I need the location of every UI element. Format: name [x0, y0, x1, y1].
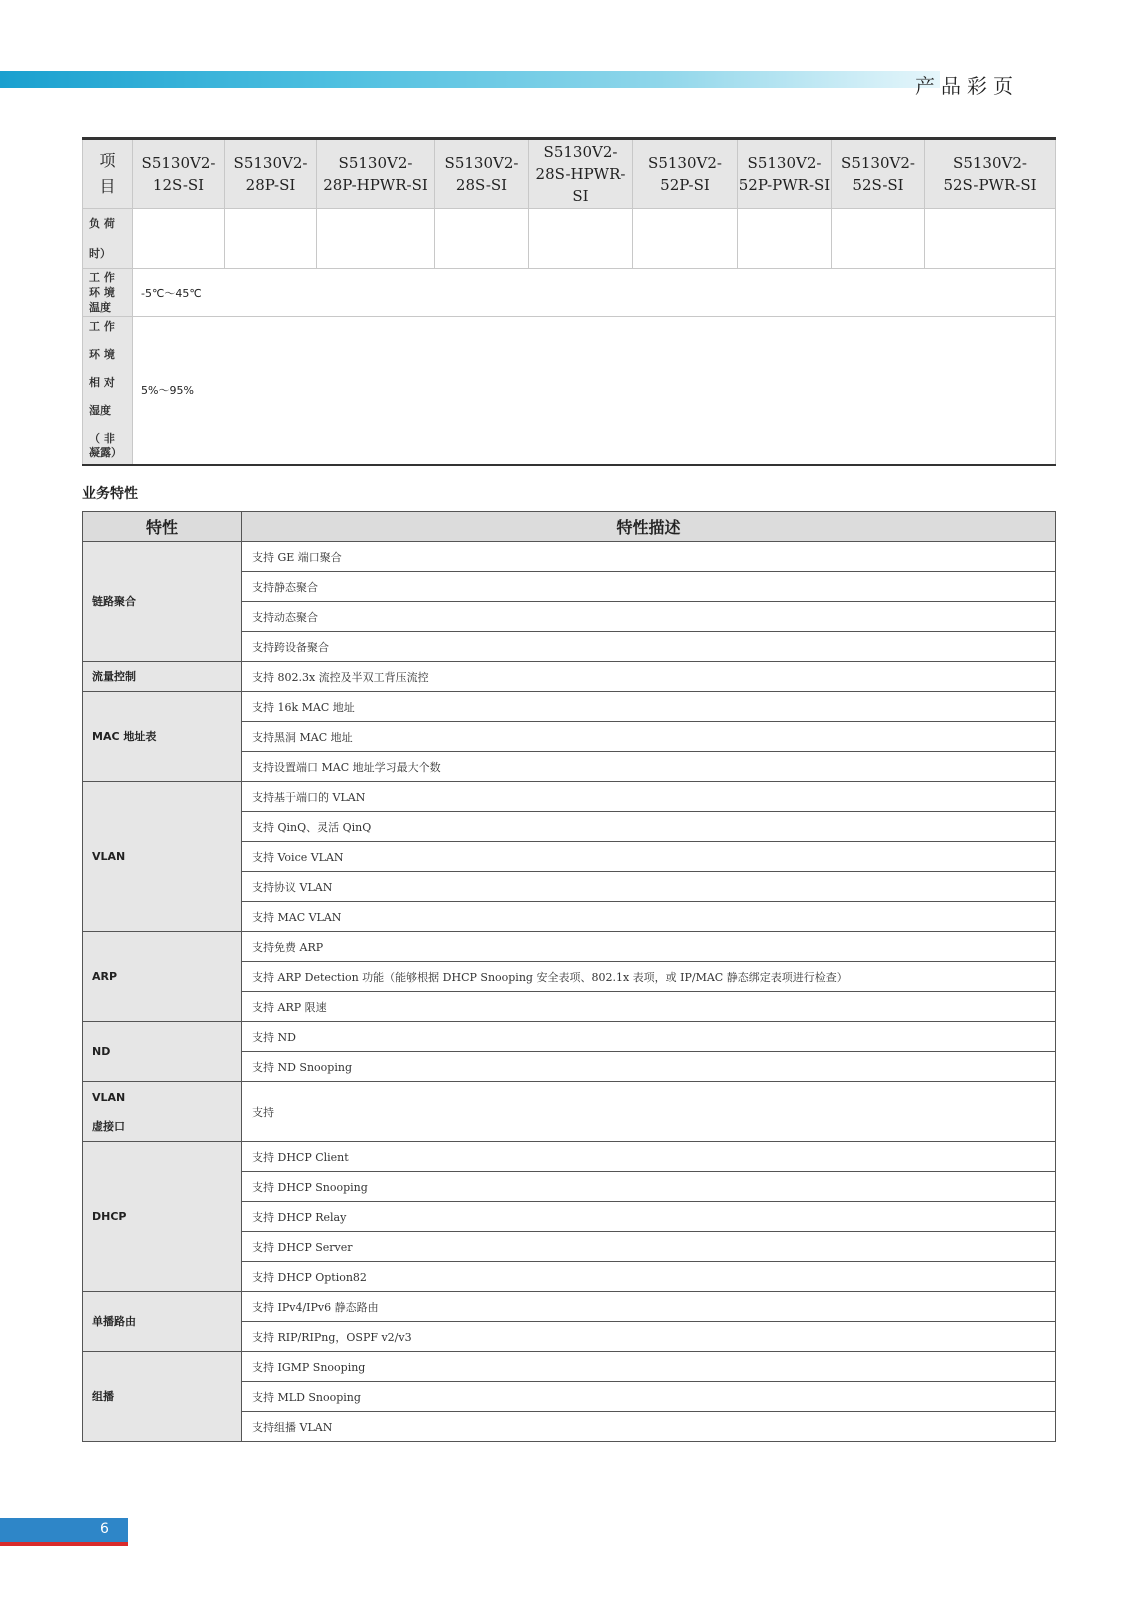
spec-humidity-row	[83, 317, 1056, 465]
feature-description: 支持 ARP Detection 功能（能够根据 DHCP Snooping 安全表项、802.1x 表项，或 IP/MAC 静态绑定表项进行检查）	[242, 962, 1056, 992]
feature-row	[83, 692, 1056, 722]
spec-model-header	[133, 139, 225, 209]
feature-group-name: 组播	[83, 1352, 242, 1442]
spec-model-header	[832, 139, 925, 209]
feature-group-name: ND	[83, 1022, 242, 1082]
feature-group-name: 链路聚合	[83, 542, 242, 662]
spec-model-header	[633, 139, 738, 209]
spec-temp-row	[83, 269, 1056, 317]
feature-description: 支持 MLD Snooping	[242, 1382, 1056, 1412]
feature-row	[83, 662, 1056, 692]
feature-group-name: 流量控制	[83, 662, 242, 692]
section-title: 业务特性	[82, 486, 138, 502]
feature-description: 支持 IGMP Snooping	[242, 1352, 1056, 1382]
spec-table	[82, 137, 1056, 466]
feature-row	[83, 782, 1056, 812]
feature-description: 支持设置端口 MAC 地址学习最大个数	[242, 752, 1056, 782]
spec-header-item	[83, 139, 133, 209]
feature-table-body	[83, 542, 1056, 1442]
feature-row	[83, 1352, 1056, 1382]
spec-load-cell	[633, 209, 738, 269]
feature-group-name: MAC 地址表	[83, 692, 242, 782]
spec-load-cell	[133, 209, 225, 269]
feature-description: 支持 DHCP Option82	[242, 1262, 1056, 1292]
feature-description: 支持黑洞 MAC 地址	[242, 722, 1056, 752]
feature-description: 支持 MAC VLAN	[242, 902, 1056, 932]
feature-description: 支持 QinQ、灵活 QinQ	[242, 812, 1056, 842]
spec-model-header	[317, 139, 435, 209]
feature-table	[82, 511, 1056, 1442]
spec-load-cell	[738, 209, 832, 269]
feature-description: 支持 DHCP Snooping	[242, 1172, 1056, 1202]
feature-description: 支持 ARP 限速	[242, 992, 1056, 1022]
spec-load-cell	[832, 209, 925, 269]
spec-header-item-label: 项 目	[99, 151, 116, 196]
feature-col-header: 特性	[83, 512, 242, 542]
feature-description: 支持 DHCP Relay	[242, 1202, 1056, 1232]
spec-model-label: S5130V2- 12S-SI	[141, 154, 216, 194]
spec-load-row	[83, 209, 1056, 269]
spec-humidity-value: 5%～95%	[133, 317, 1056, 465]
feature-description: 支持跨设备聚合	[242, 632, 1056, 662]
spec-model-label: S5130V2- 28S-SI	[444, 154, 519, 194]
feature-description: 支持协议 VLAN	[242, 872, 1056, 902]
feature-description: 支持 GE 端口聚合	[242, 542, 1056, 572]
spec-model-label: S5130V2- 52S-PWR-SI	[943, 154, 1037, 194]
feature-row	[83, 1142, 1056, 1172]
feature-description: 支持	[242, 1082, 1056, 1142]
spec-model-label: S5130V2- 28P-SI	[233, 154, 308, 194]
feature-group-name: VLAN 虚接口	[83, 1082, 242, 1142]
feature-row	[83, 932, 1056, 962]
feature-description: 支持 ND Snooping	[242, 1052, 1056, 1082]
feature-group-name: DHCP	[83, 1142, 242, 1292]
spec-model-header	[738, 139, 832, 209]
spec-load-cell	[529, 209, 633, 269]
feature-description: 支持 IPv4/IPv6 静态路由	[242, 1292, 1056, 1322]
feature-description: 支持 802.3x 流控及半双工背压流控	[242, 662, 1056, 692]
feature-description: 支持基于端口的 VLAN	[242, 782, 1056, 812]
feature-desc-col-header: 特性描述	[242, 512, 1056, 542]
feature-description: 支持 ND	[242, 1022, 1056, 1052]
spec-model-label: S5130V2- 52P-SI	[648, 154, 722, 194]
feature-description: 支持组播 VLAN	[242, 1412, 1056, 1442]
spec-load-cell	[225, 209, 317, 269]
spec-load-cell	[925, 209, 1056, 269]
feature-description: 支持 16k MAC 地址	[242, 692, 1056, 722]
header-color-band	[0, 71, 940, 88]
spec-model-label: S5130V2- 52P-PWR-SI	[738, 154, 831, 194]
feature-row	[83, 1022, 1056, 1052]
page-number: 6	[100, 1521, 109, 1537]
feature-description: 支持 DHCP Client	[242, 1142, 1056, 1172]
spec-model-header	[529, 139, 633, 209]
feature-description: 支持 Voice VLAN	[242, 842, 1056, 872]
feature-group-name: VLAN	[83, 782, 242, 932]
feature-row	[83, 542, 1056, 572]
feature-group-name: 单播路由	[83, 1292, 242, 1352]
spec-load-cell	[435, 209, 529, 269]
feature-row	[83, 1082, 1056, 1142]
spec-temp-value: -5℃～45℃	[133, 269, 1056, 317]
spec-model-header	[435, 139, 529, 209]
feature-description: 支持动态聚合	[242, 602, 1056, 632]
header-title: 产品彩页	[915, 74, 1019, 98]
spec-temp-label: 工 作 环 境 温度	[83, 269, 133, 317]
spec-model-header	[925, 139, 1056, 209]
spec-model-label: S5130V2- 52S-SI	[841, 154, 915, 194]
spec-load-label: 负 荷 时）	[83, 209, 133, 269]
feature-description: 支持 DHCP Server	[242, 1232, 1056, 1262]
feature-row	[83, 1292, 1056, 1322]
feature-group-name: ARP	[83, 932, 242, 1022]
spec-model-label: S5130V2- 28S-HPWR- SI	[535, 143, 626, 205]
feature-header-row	[83, 512, 1056, 542]
spec-header-row	[83, 139, 1056, 209]
feature-description: 支持免费 ARP	[242, 932, 1056, 962]
spec-humidity-label: 工 作 环 境 相 对 湿度 （ 非 凝露）	[83, 317, 133, 465]
spec-model-header	[225, 139, 317, 209]
feature-description: 支持 RIP/RIPng，OSPF v2/v3	[242, 1322, 1056, 1352]
feature-description: 支持静态聚合	[242, 572, 1056, 602]
spec-model-label: S5130V2- 28P-HPWR-SI	[323, 154, 428, 194]
spec-load-cell	[317, 209, 435, 269]
